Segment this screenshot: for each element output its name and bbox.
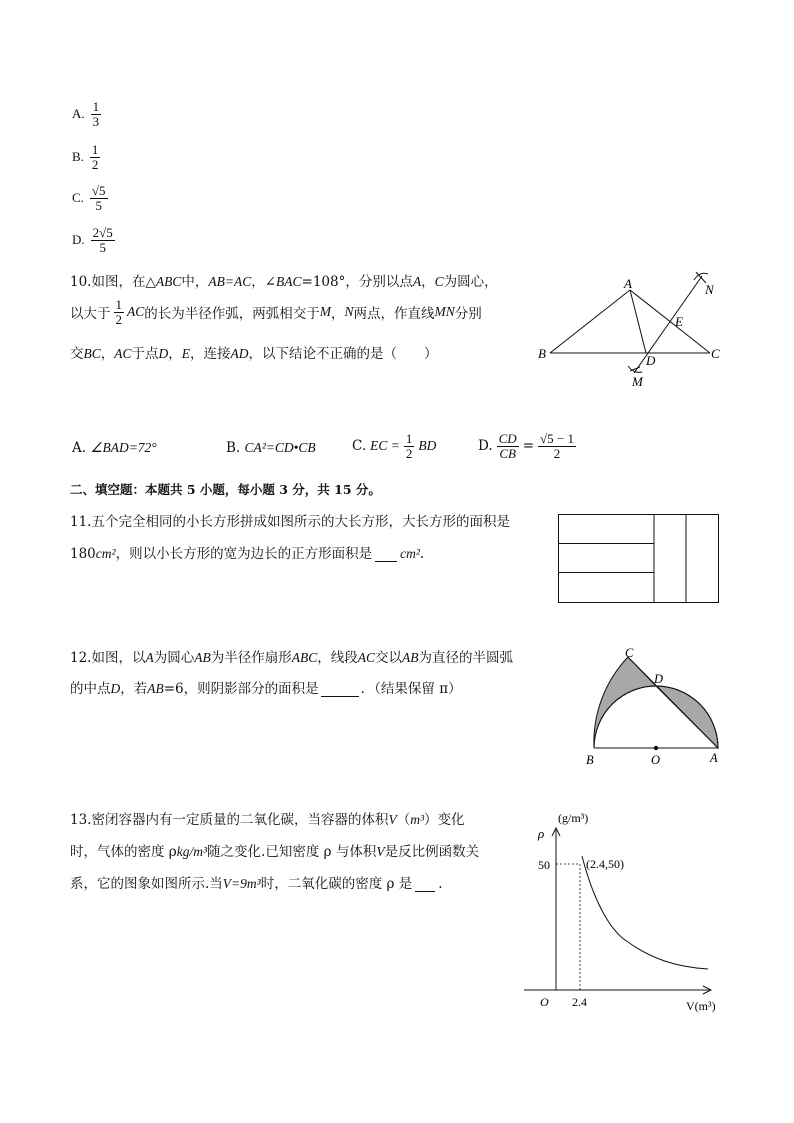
option-fraction: $\frac{1}{2}$ — [91, 142, 99, 172]
option-label: A. — [72, 106, 85, 122]
shaded-region-left — [594, 657, 656, 748]
big-rectangle — [559, 515, 719, 603]
y-tick: 50 — [538, 858, 550, 872]
inverse-curve — [582, 856, 708, 969]
label-b: B — [538, 346, 546, 361]
q10-option-c: C. EC = $\frac{1}{2}$ BD — [352, 431, 437, 461]
q11-line-2: 180cm²，则以小长方形的宽为边长的正方形面积是 cm². — [70, 546, 425, 562]
label-d: D — [646, 353, 656, 368]
section-heading: 二、填空题：本题共 5 小题，每小题 3 分，共 15 分。 — [70, 482, 381, 497]
x-tick: 2.4 — [572, 995, 587, 1009]
label-c: C — [711, 346, 720, 361]
q10-option-d: D. $\frac{CD}{CB}$ = $\frac{√5 - 1}{2}$ — [478, 431, 574, 461]
half-fraction: $\frac{1}{2}$ — [115, 297, 122, 327]
q9-option-d — [72, 226, 115, 254]
q10-line-3: 交BC，AC于点D，E，连接AD，以下结论不正确的是（ ） — [70, 346, 438, 362]
q13-inverse-graph — [520, 800, 730, 1020]
label-n: N — [705, 282, 714, 297]
q12-line-1: 12.如图，以A为圆心AB为半径作扇形ABC，线段AC交以AB为直径的半圆弧 — [70, 650, 513, 666]
label-b: B — [586, 753, 594, 767]
q10-line-1: 10.如图，在△ABC中，AB=AC，∠BAC=108°，分别以点A，C为圆心， — [70, 274, 498, 290]
option-label: C. — [72, 190, 84, 206]
label-e: E — [675, 314, 683, 329]
q13-line-1: 13.密闭容器内有一定质量的二氧化碳，当容器的体积V（m³）变化 — [70, 812, 465, 828]
arc-m-2 — [630, 367, 640, 371]
line-mn — [634, 276, 702, 373]
point-label: (2.4,50) — [586, 857, 624, 871]
q10-line-2: 以大于 $\frac{1}{2}$ AC 的长为半径作弧，两弧相交于 M ， N 两点，作直线 MN 分别 — [70, 297, 482, 327]
q9-option-a — [72, 100, 101, 128]
answer-blank[interactable] — [415, 891, 435, 892]
q10-option-a: A. ∠BAD=72° — [72, 440, 157, 456]
option-label: B. — [72, 149, 84, 165]
segment-ad — [630, 290, 646, 353]
segment-ac — [628, 657, 718, 748]
x-label: V(m³) — [686, 999, 716, 1013]
answer-blank[interactable] — [321, 696, 359, 697]
q13-line-2: 时，气体的密度 ρkg/m³随之变化.已知密度 ρ 与体积V是反比例函数关 — [70, 844, 480, 860]
label-c: C — [625, 646, 634, 660]
q9-option-b — [72, 143, 100, 171]
label-d: D — [654, 672, 664, 686]
label-a: A — [624, 276, 632, 291]
answer-blank[interactable] — [375, 561, 397, 562]
segment-ab — [550, 290, 630, 353]
option-label: D. — [72, 232, 85, 248]
q11-line-1: 11.五个完全相同的小长方形拼成如图所示的大长方形，大长方形的面积是 — [70, 514, 510, 530]
option-fraction: $\frac{√5}{5}$ — [91, 183, 106, 213]
center-point-o — [654, 746, 658, 750]
q13-line-3: 系，它的图象如图所示.当V=9m³时，二氧化碳的密度 ρ 是 . — [70, 876, 443, 892]
q9-option-c — [72, 184, 108, 212]
option-fraction: $\frac{2√5}{5}$ — [92, 225, 113, 255]
q10-triangle-figure — [530, 268, 730, 398]
label-a: A — [710, 751, 718, 765]
label-o: O — [651, 753, 661, 767]
y-symbol: ρ — [538, 826, 545, 841]
y-unit: (g/m³) — [558, 811, 589, 825]
option-fraction: $\frac{1}{3}$ — [92, 99, 100, 129]
label-m: M — [632, 374, 643, 389]
q10-option-b: B. CA²=CD•CB — [226, 440, 316, 456]
q12-sector-figure — [580, 645, 730, 770]
origin-label: O — [540, 995, 549, 1009]
q12-line-2: 的中点D，若AB=6，则阴影部分的面积是 ．（结果保留 π） — [70, 681, 462, 697]
q11-rectangle-figure — [556, 512, 722, 606]
